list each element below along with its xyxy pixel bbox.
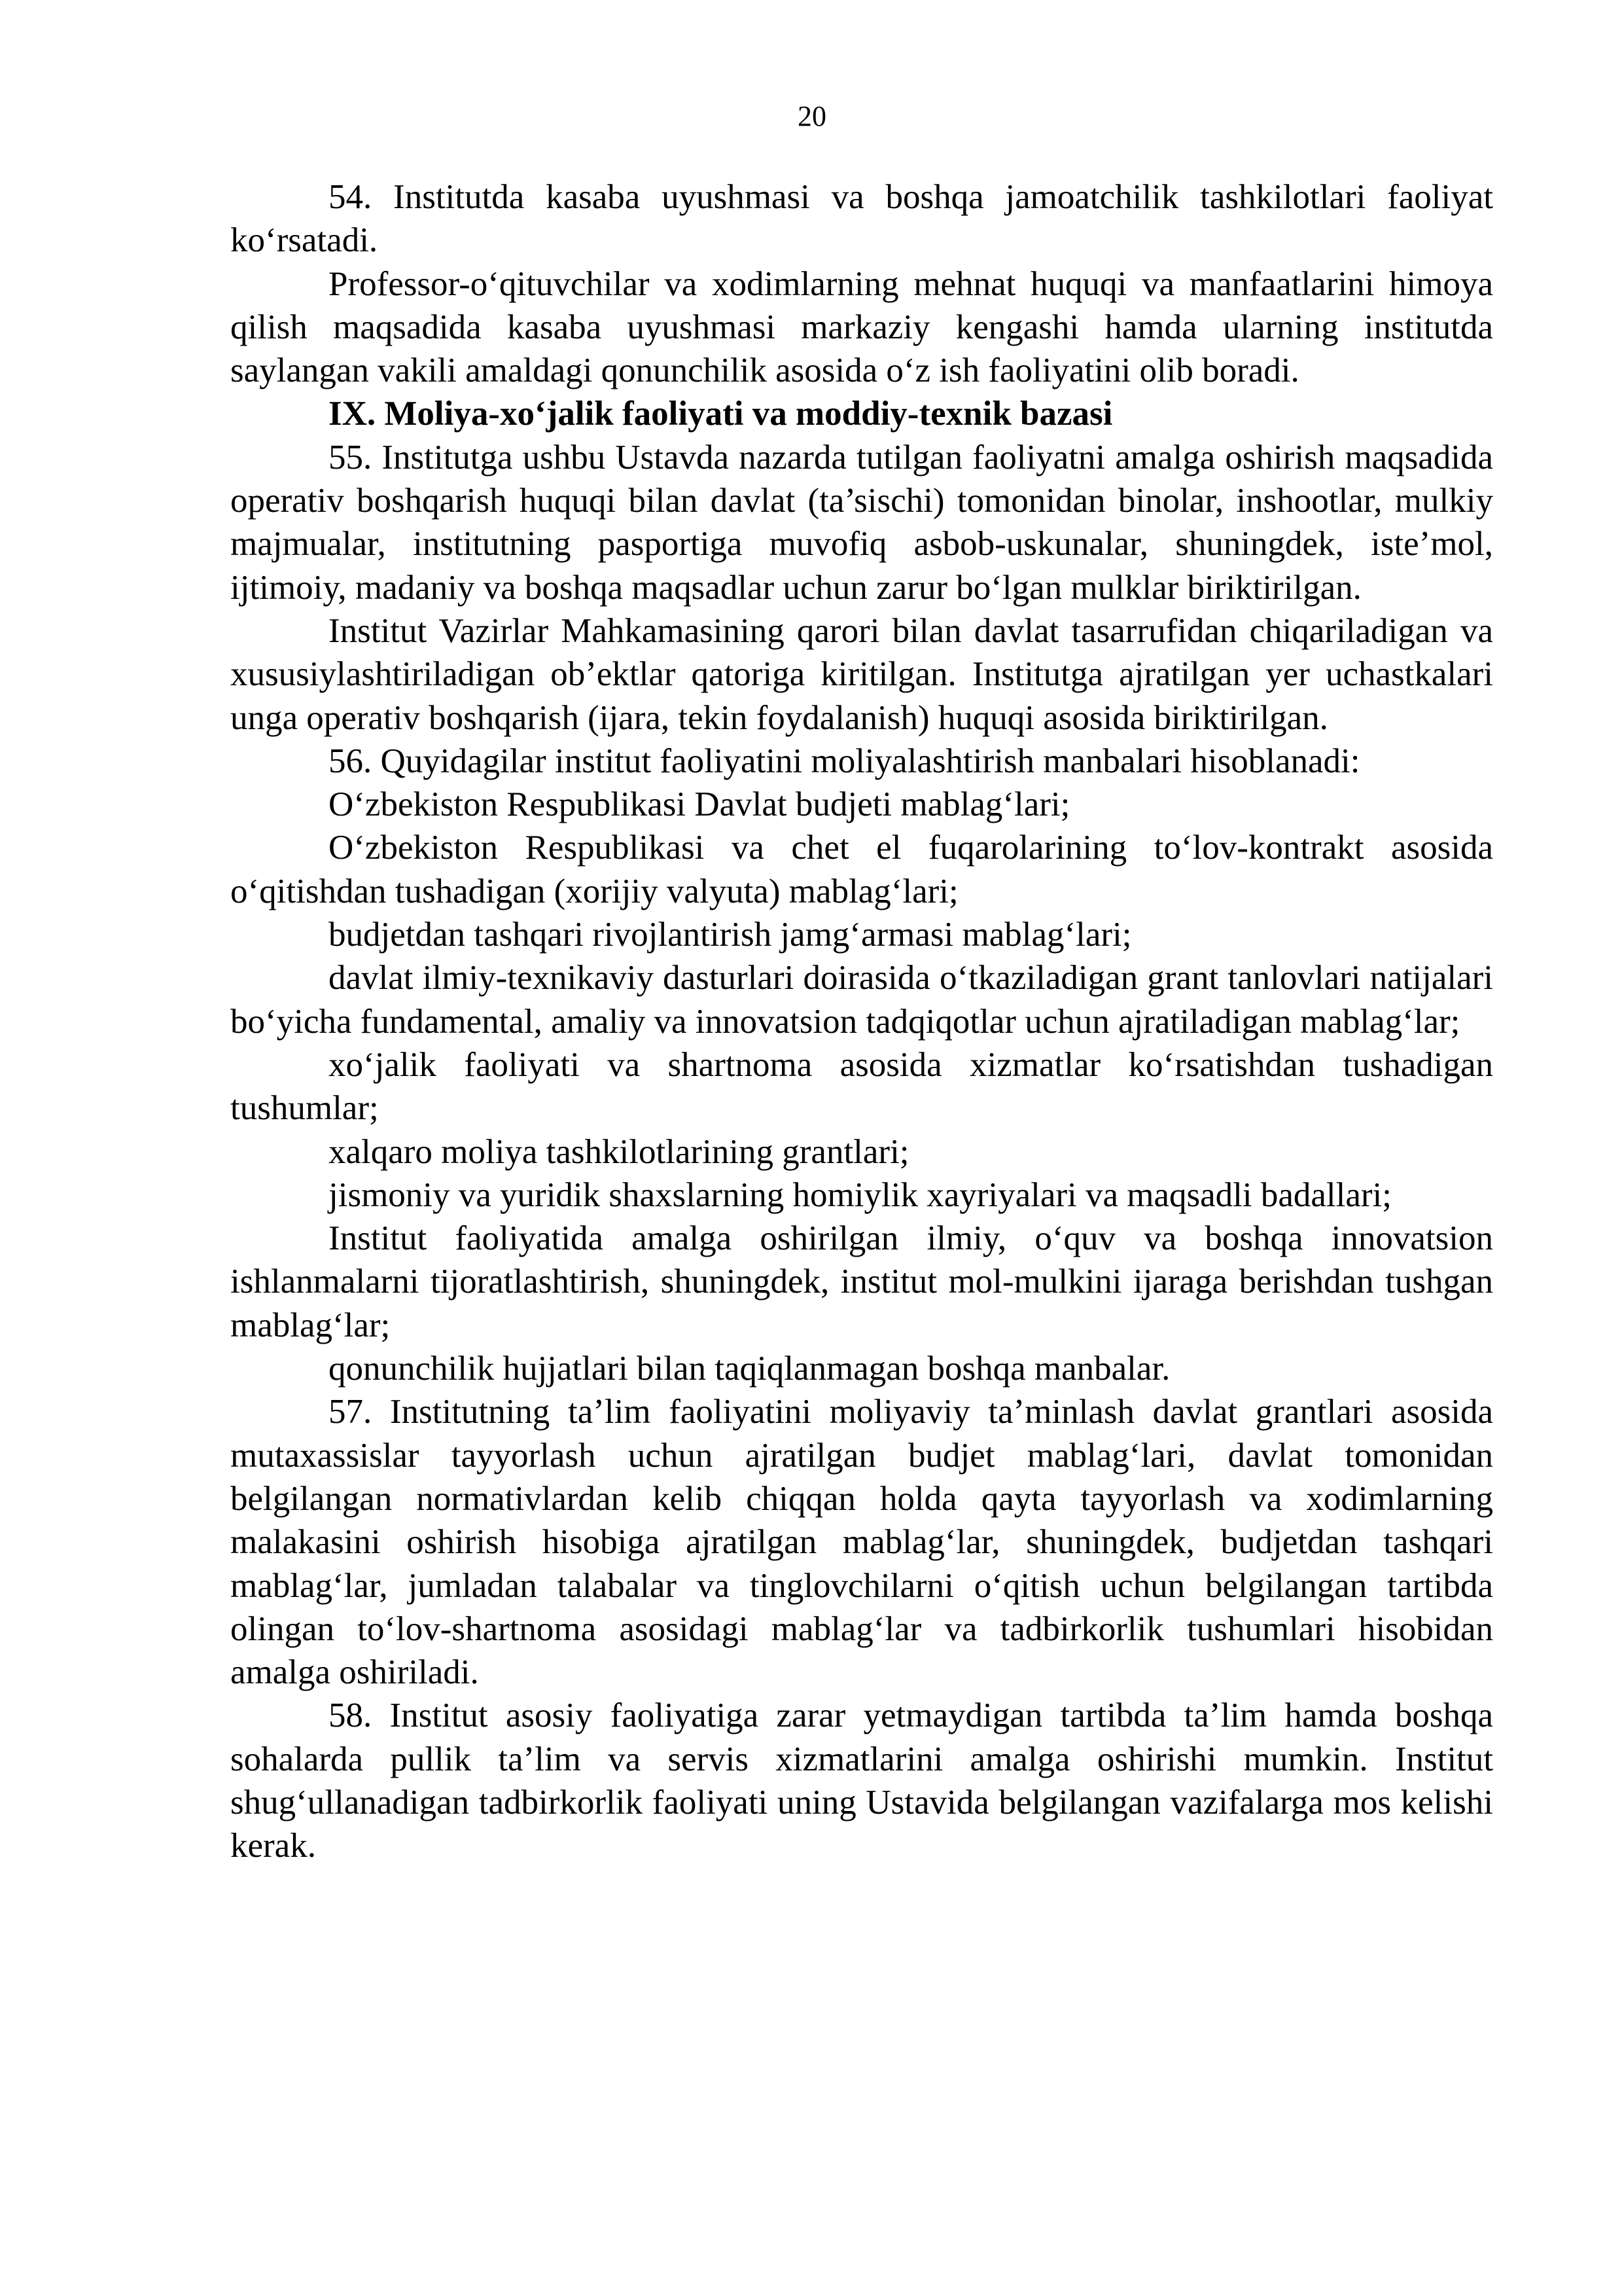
paragraph-58: 58. Institut asosiy faoliyatiga zarar yetmaydigan tartibda ta’lim hamda boshqa sohalarda pullik ta’lim va servis xizmatlarini amalga oshirishi mumkin. Institut shug‘ullanadigan tadbirkorlik faoliyati uning Ustavida belgilangan vazifalarga mos kelishi kerak. (230, 1696, 1493, 1865)
funding-source-item: budjetdan tashqari rivojlantirish jamg‘armasi mablag‘lari; (328, 916, 1132, 954)
paragraph-55: 55. Institutga ushbu Ustavda nazarda tutilgan faoliyatni amalga oshirish maqsadida operativ boshqarish huquqi bilan davlat (ta’sischi) tomonidan binolar, inshootlar, mulkiy majmualar, institutning pasportiga muvofiq asbob-uskunalar, shuningdek, iste’mol, ijtimoiy, madaniy va boshqa maqsadlar uchun zarur bo‘lgan mulklar biriktirilgan. (230, 438, 1493, 607)
section-heading: IX. Moliya-xo‘jalik faoliyati va moddiy-texnik bazasi (328, 395, 1113, 433)
funding-source-item: jismoniy va yuridik shaxslarning homiylik xayriyalari va maqsadli badallari; (328, 1175, 1392, 1214)
funding-source-item: davlat ilmiy-texnikaviy dasturlari doirasida o‘tkaziladigan grant tanlovlari natijalari bo‘yicha fundamental, amaliy va innovatsion tadqiqotlar uchun ajratiladigan mablag‘lar; (230, 959, 1493, 1041)
paragraph-56: 56. Quyidagilar institut faoliyatini moliyalashtirish manbalari hisoblanadi: (328, 742, 1360, 780)
funding-source-item: O‘zbekiston Respublikasi va chet el fuqarolarining to‘lov-kontrakt asosida o‘qitishdan tushadigan (xorijiy valyuta) mablag‘lari; (230, 829, 1493, 910)
paragraph-54: 54. Institutda kasaba uyushmasi va boshqa jamoatchilik tashkilotlari faoliyat ko‘rsatadi. (230, 178, 1493, 260)
paragraph-privatization: Institut Vazirlar Mahkamasining qarori bilan davlat tasarrufidan chiqariladigan va xususiylashtiriladigan ob’ektlar qatoriga kiritilgan. Institutga ajratilgan yer uchastkalari unga operativ boshqarish (ijara, tekin foydalanish) huquqi asosida biriktirilgan. (230, 611, 1493, 737)
document-body (230, 175, 1493, 1868)
paragraph-trade-union-role: Professor-o‘qituvchilar va xodimlarning mehnat huquqi va manfaatlarini himoya qilish maqsadida kasaba uyushmasi markaziy kengashi hamda ularning institutda saylangan vakili amaldagi qonunchilik asosida o‘z ish faoliyatini olib boradi. (230, 264, 1493, 390)
page-number: 20 (798, 100, 826, 132)
funding-source-item: xalqaro moliya tashkilotlarining grantlari; (328, 1132, 909, 1171)
funding-source-item: qonunchilik hujjatlari bilan taqiqlanmagan boshqa manbalar. (328, 1350, 1171, 1388)
funding-source-item: Institut faoliyatida amalga oshirilgan ilmiy, o‘quv va boshqa innovatsion ishlanmalarni tijoratlashtirish, shuningdek, institut mol-mulkini ijaraga berishdan tushgan mablag‘lar; (230, 1219, 1493, 1344)
paragraph-57: 57. Institutning ta’lim faoliyatini moliyaviy ta’minlash davlat grantlari asosida mutaxassislar tayyorlash uchun ajratilgan budjet mablag‘lari, davlat tomonidan belgilangan normativlardan kelib chiqqan holda qayta tayyorlash va xodimlarning malakasini oshirish hisobiga ajratilgan mablag‘lar, shuningdek, budjetdan tashqari mablag‘lar, jumladan talabalar va tinglovchilarni o‘qitish uchun belgilangan tartibda olingan to‘lov-shartnoma asosidagi mablag‘lar va tadbirkorlik tushumlari hisobidan amalga oshiriladi. (230, 1393, 1493, 1692)
funding-source-item: O‘zbekiston Respublikasi Davlat budjeti mablag‘lari; (328, 785, 1070, 824)
funding-source-item: xo‘jalik faoliyati va shartnoma asosida xizmatlar ko‘rsatishdan tushadigan tushumlar; (230, 1045, 1493, 1128)
